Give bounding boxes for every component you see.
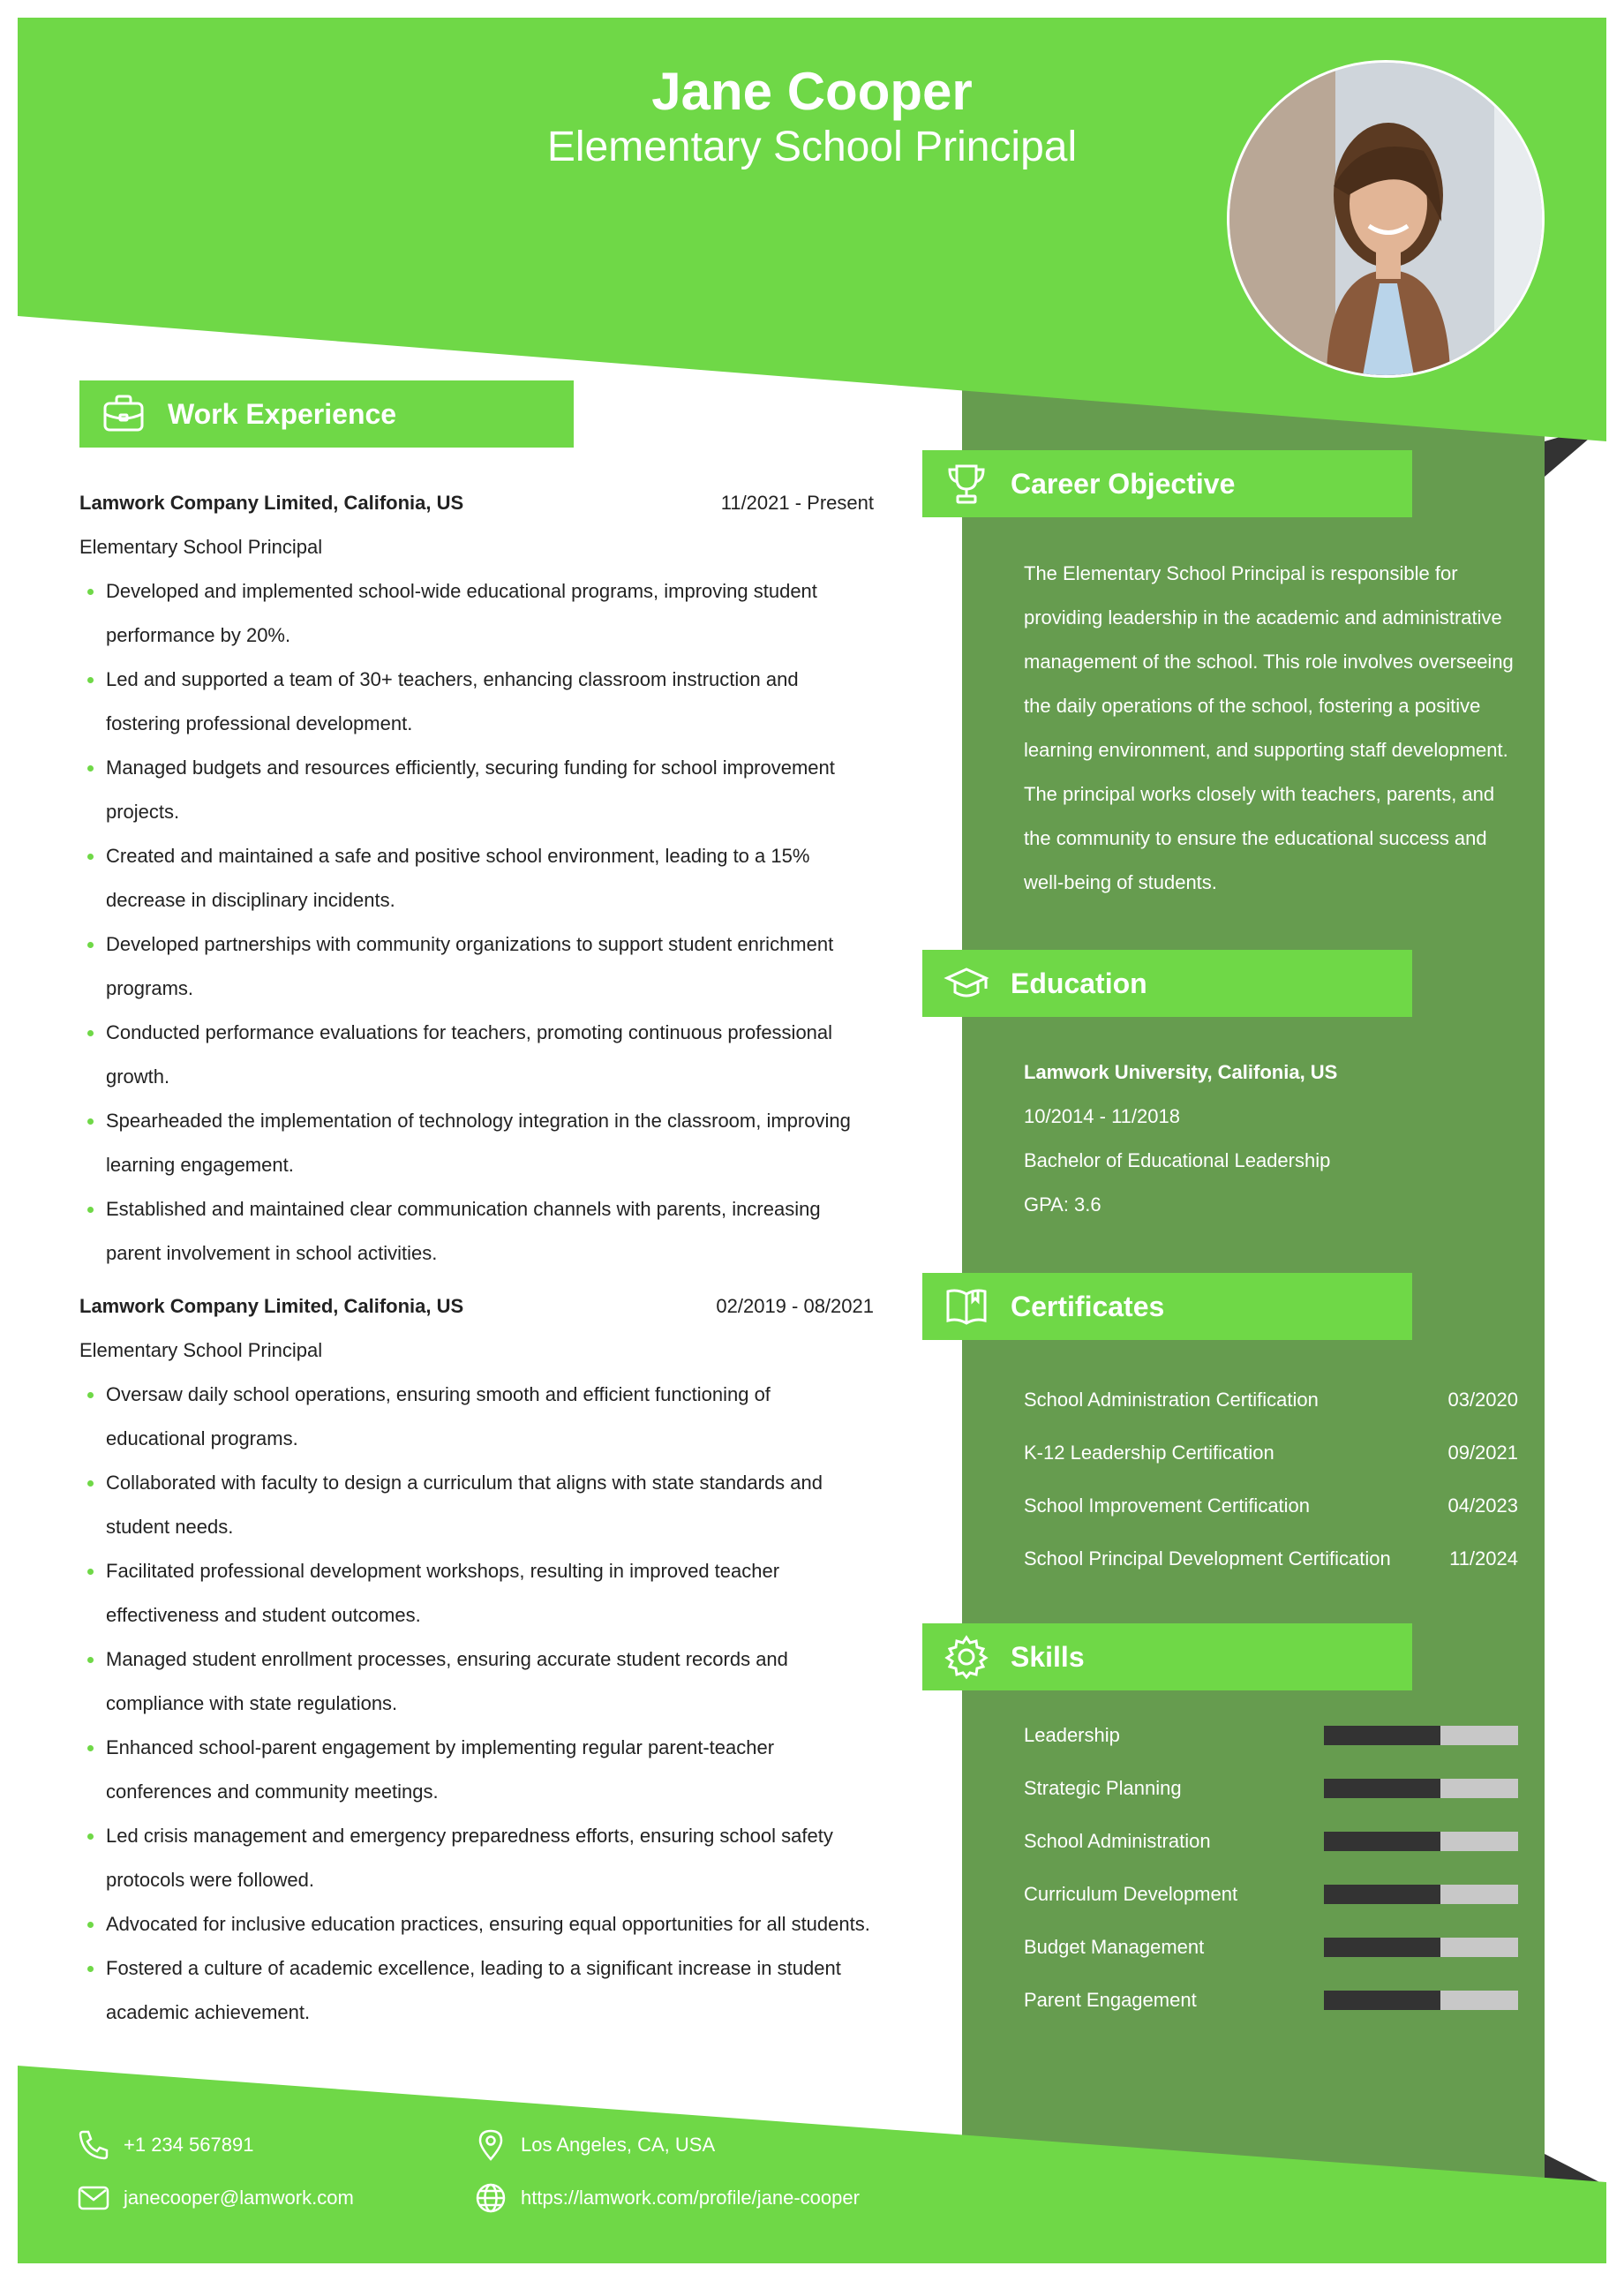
contact-phone[interactable] (76, 2127, 253, 2163)
certificate-name: School Administration Certification (1024, 1389, 1319, 1411)
certificate-row (1024, 1541, 1518, 1577)
career-objective-title: Career Objective (1011, 467, 1236, 500)
skill-bar (1324, 1832, 1518, 1851)
job-company: Lamwork Company Limited, Califonia, US (79, 1295, 464, 1317)
skill-name: School Administration (1024, 1830, 1211, 1852)
phone-icon (76, 2127, 111, 2163)
list-item: Collaborated with faculty to design a curriculum that aligns with state standards and student needs. (79, 1461, 874, 1549)
briefcase-icon (99, 389, 148, 439)
trophy-icon (942, 459, 991, 508)
location-pin-icon (473, 2127, 508, 2163)
list-item: Oversaw daily school operations, ensuring smooth and efficient functioning of educational programs. (79, 1373, 874, 1461)
skill-row (1024, 1983, 1518, 2018)
contact-website[interactable] (473, 2180, 860, 2216)
book-icon (942, 1282, 991, 1331)
candidate-title: Elementary School Principal (546, 124, 1078, 170)
list-item: Spearheaded the implementation of technology integration in the classroom, improving learning engagement. (79, 1099, 874, 1187)
list-item: Developed partnerships with community organizations to support student enrichment programs. (79, 922, 874, 1011)
list-item: Led crisis management and emergency preparedness efforts, ensuring school safety protocols were followed. (79, 1814, 874, 1902)
list-item: Led and supported a team of 30+ teachers, enhancing classroom instruction and fostering professional development. (79, 658, 874, 746)
education-degree: Bachelor of Educational Leadership (1024, 1149, 1331, 1171)
skill-name: Budget Management (1024, 1936, 1205, 1958)
job-company: Lamwork Company Limited, Califonia, US (79, 492, 464, 514)
skill-bar-fill (1324, 1832, 1440, 1851)
list-item: Fostered a culture of academic excellence, leading to a significant increase in student academic achievement. (79, 1946, 874, 2035)
certificate-date: 04/2023 (1447, 1494, 1518, 1517)
education-dates: 10/2014 - 11/2018 (1024, 1105, 1180, 1127)
list-item: Enhanced school-parent engagement by implementing regular parent-teacher conferences and community meetings. (79, 1726, 874, 1814)
certificate-row (1024, 1488, 1518, 1524)
contact-phone-text: +1 234 567891 (124, 2134, 254, 2156)
mail-icon (76, 2180, 111, 2216)
list-item: Facilitated professional development workshops, resulting in improved teacher effectiveness and student outcomes. (79, 1549, 874, 1637)
skills-header (922, 1623, 1412, 1690)
certificate-row (1024, 1435, 1518, 1471)
contact-email-text: janecooper@lamwork.com (124, 2187, 354, 2209)
career-objective-header (922, 450, 1412, 517)
certificate-name: K-12 Leadership Certification (1024, 1442, 1274, 1464)
job-bullets (79, 1373, 874, 2035)
skill-bar-fill (1324, 1726, 1440, 1745)
resume-page (18, 18, 1606, 2263)
skill-bar (1324, 1885, 1518, 1904)
skill-row (1024, 1930, 1518, 1965)
skill-row (1024, 1718, 1518, 1753)
job-dates: 02/2019 - 08/2021 (716, 1295, 874, 1317)
skill-row (1024, 1824, 1518, 1859)
education-title: Education (1011, 967, 1147, 999)
job-entry-2 (79, 1284, 874, 2035)
contact-location (473, 2127, 715, 2163)
contact-email[interactable] (76, 2180, 354, 2216)
education-header (922, 950, 1412, 1017)
skill-bar (1324, 1938, 1518, 1957)
skill-bar-fill (1324, 1779, 1440, 1798)
list-item: Managed student enrollment processes, ensuring accurate student records and compliance with state regulations. (79, 1637, 874, 1726)
skill-bar (1324, 1726, 1518, 1745)
skills-title: Skills (1011, 1640, 1085, 1673)
candidate-name: Jane Cooper (651, 62, 973, 121)
list-item: Established and maintained clear communication channels with parents, increasing parent involvement in school activities. (79, 1187, 874, 1276)
graduation-cap-icon (942, 959, 991, 1008)
list-item: Conducted performance evaluations for teachers, promoting continuous professional growth. (79, 1011, 874, 1099)
skill-bar (1324, 1991, 1518, 2010)
list-item: Advocated for inclusive education practices, ensuring equal opportunities for all students. (79, 1902, 874, 1946)
certificate-row (1024, 1382, 1518, 1418)
job-dates: 11/2021 - Present (720, 492, 874, 514)
skill-row (1024, 1771, 1518, 1806)
job-role: Elementary School Principal (79, 536, 323, 558)
skill-bar (1324, 1779, 1518, 1798)
list-item: Managed budgets and resources efficiently, securing funding for school improvement projects. (79, 746, 874, 834)
certificate-date: 03/2020 (1447, 1389, 1518, 1411)
skill-row (1024, 1877, 1518, 1912)
job-entry-1 (79, 481, 874, 1276)
gear-icon (942, 1632, 991, 1682)
skill-name: Parent Engagement (1024, 1989, 1197, 2011)
certificate-name: School Principal Development Certification (1024, 1547, 1391, 1570)
contact-location-text: Los Angeles, CA, USA (521, 2134, 716, 2156)
skill-bar-fill (1324, 1885, 1440, 1904)
career-objective-text: The Elementary School Principal is responsible for providing leadership in the academic and administrative management of the school. This role involves overseeing the daily operations of the school, fostering a positive learning environment, and supporting staff development. The principal works closely with teachers, parents, and the community to ensure the educational success and well-being of students. (1024, 562, 1514, 893)
list-item: Developed and implemented school-wide educational programs, improving student performance by 20%. (79, 569, 874, 658)
job-header (79, 1284, 874, 1329)
certificates-header (922, 1273, 1412, 1340)
skill-name: Strategic Planning (1024, 1777, 1182, 1799)
list-item: Created and maintained a safe and positive school environment, leading to a 15% decrease in disciplinary incidents. (79, 834, 874, 922)
education-school: Lamwork University, Califonia, US (1024, 1061, 1338, 1083)
skill-bar-fill (1324, 1938, 1440, 1957)
skill-name: Leadership (1024, 1724, 1120, 1746)
education-details (1024, 1050, 1518, 1227)
work-experience-header (79, 380, 574, 448)
skill-bar-fill (1324, 1991, 1440, 2010)
globe-icon (473, 2180, 508, 2216)
education-gpa: GPA: 3.6 (1024, 1193, 1101, 1216)
certificate-date: 09/2021 (1447, 1442, 1518, 1464)
portrait-illustration (1229, 63, 1545, 378)
certificate-name: School Improvement Certification (1024, 1494, 1311, 1517)
profile-photo (1227, 60, 1545, 378)
job-header (79, 481, 874, 525)
work-experience-title: Work Experience (168, 397, 397, 430)
job-role: Elementary School Principal (79, 1339, 323, 1361)
contact-website-text: https://lamwork.com/profile/jane-cooper (521, 2187, 860, 2209)
job-bullets (79, 569, 874, 1276)
skill-name: Curriculum Development (1024, 1883, 1238, 1905)
certificate-date: 11/2024 (1449, 1547, 1518, 1570)
certificates-title: Certificates (1011, 1290, 1165, 1322)
